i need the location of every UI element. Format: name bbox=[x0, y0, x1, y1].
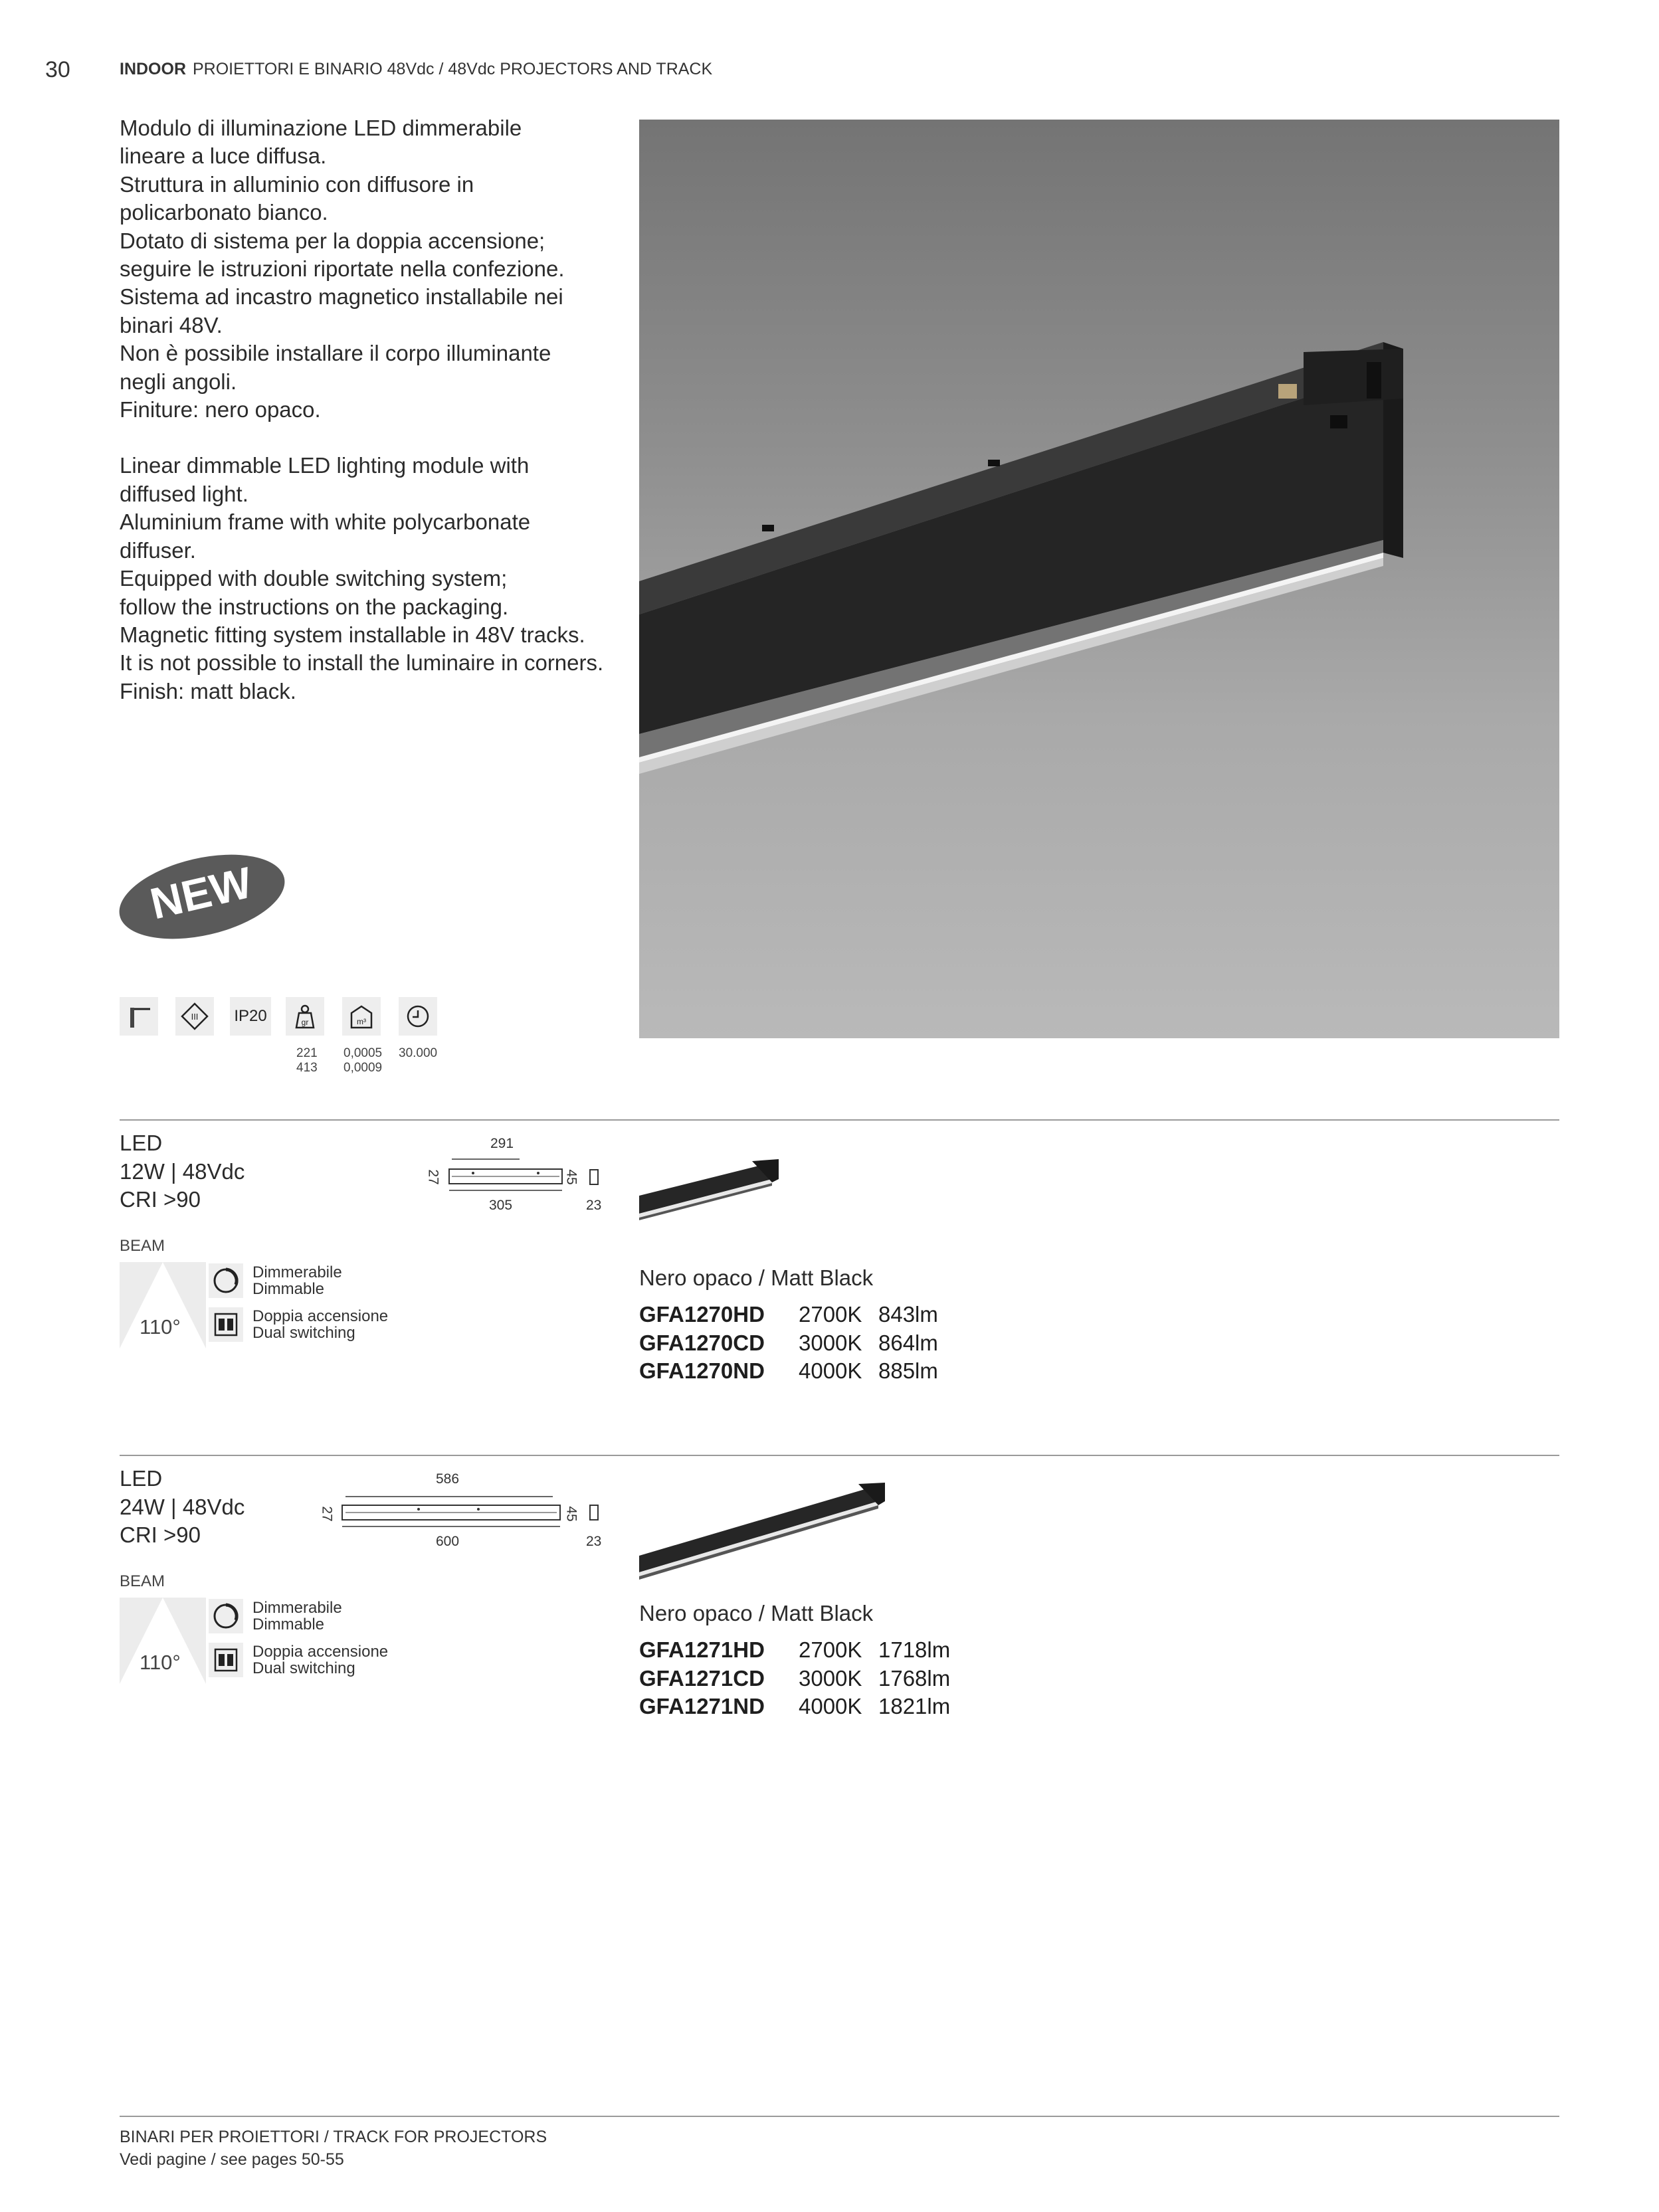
spec-line: 24W | 48Vdc bbox=[120, 1494, 245, 1519]
header-title: PROIETTORI E BINARIO 48Vdc / 48Vdc PROJECTORS AND TRACK bbox=[193, 60, 713, 78]
divider bbox=[120, 1119, 1559, 1121]
dimension-drawing bbox=[412, 1136, 611, 1222]
desc-line: policarbonato bianco. bbox=[120, 200, 328, 225]
finish-label: Nero opaco / Matt Black bbox=[639, 1265, 874, 1290]
code-row bbox=[639, 1693, 950, 1721]
desc-line: seguire le istruzioni riportate nella confezione. bbox=[120, 256, 565, 282]
feature-label: Doppia accensione bbox=[252, 1307, 389, 1325]
spec-line: CRI >90 bbox=[120, 1522, 201, 1547]
product-code: GFA1270HD bbox=[639, 1302, 765, 1327]
new-badge-label: NEW bbox=[146, 857, 256, 929]
desc-line: binari 48V. bbox=[120, 312, 223, 337]
svg-text:III: III bbox=[191, 1012, 199, 1022]
desc-line: It is not possible to install the luminaire in corners. bbox=[120, 650, 604, 676]
feature-dimmable bbox=[252, 1600, 342, 1633]
ip20-icon bbox=[230, 997, 271, 1036]
description-english bbox=[120, 452, 611, 705]
desc-line: Non è possibile installare il corpo illuminante bbox=[120, 341, 551, 366]
spec-line: CRI >90 bbox=[120, 1187, 201, 1212]
feature-label: Dimmerabile bbox=[252, 1263, 342, 1281]
desc-line: Aluminium frame with white polycarbonate bbox=[120, 509, 531, 535]
code-row bbox=[639, 1301, 938, 1329]
desc-line: lineare a luce diffusa. bbox=[120, 143, 327, 169]
lumens: 1768lm bbox=[878, 1665, 951, 1691]
dim-total-length: 305 bbox=[489, 1198, 513, 1213]
product-spec bbox=[120, 1129, 244, 1214]
spec-line: LED bbox=[120, 1466, 163, 1491]
beam-label: BEAM bbox=[120, 1572, 165, 1590]
cct: 2700K bbox=[799, 1637, 862, 1662]
spec-line: 12W | 48Vdc bbox=[120, 1158, 245, 1184]
product-description bbox=[120, 114, 611, 705]
beam-diagram bbox=[120, 1262, 206, 1348]
section-label: INDOOR bbox=[120, 60, 186, 78]
cct: 3000K bbox=[799, 1330, 862, 1355]
desc-line: diffused light. bbox=[120, 481, 248, 506]
footer bbox=[120, 2126, 547, 2171]
code-row bbox=[639, 1636, 950, 1665]
description-italian bbox=[120, 114, 611, 424]
lumens: 1821lm bbox=[878, 1694, 951, 1718]
desc-line: diffuser. bbox=[120, 537, 196, 563]
code-row bbox=[639, 1329, 938, 1358]
desc-line: Equipped with double switching system; bbox=[120, 566, 508, 591]
lumens: 843lm bbox=[878, 1302, 938, 1327]
dim-height-left: 27 bbox=[425, 1169, 441, 1185]
dim-depth: 23 bbox=[586, 1534, 602, 1549]
product-code: GFA1271ND bbox=[639, 1694, 765, 1718]
product-code: GFA1271CD bbox=[639, 1665, 765, 1691]
svg-text:m³: m³ bbox=[357, 1017, 366, 1026]
weight-icon bbox=[286, 997, 324, 1036]
dim-inner-length: 291 bbox=[490, 1136, 514, 1151]
lumens: 1718lm bbox=[878, 1637, 951, 1662]
beam-angle: 110° bbox=[140, 1315, 181, 1338]
finish-label: Nero opaco / Matt Black bbox=[639, 1601, 874, 1625]
volume-icon bbox=[342, 997, 381, 1036]
beam-diagram bbox=[120, 1598, 206, 1684]
product-code: GFA1271HD bbox=[639, 1637, 765, 1662]
product-thumbnail bbox=[639, 1483, 885, 1589]
desc-line: Finish: matt black. bbox=[120, 678, 296, 703]
lifetime-value: 30.000 bbox=[399, 1046, 438, 1060]
footer-title: BINARI PER PROIETTORI / TRACK FOR PROJECTORS bbox=[120, 2128, 547, 2146]
ip-rating: IP20 bbox=[234, 1007, 267, 1025]
new-badge bbox=[116, 854, 288, 940]
feature-label: Dual switching bbox=[252, 1659, 355, 1677]
page-header bbox=[120, 60, 712, 79]
divider bbox=[120, 1455, 1559, 1456]
cct: 4000K bbox=[799, 1694, 862, 1718]
desc-line: Linear dimmable LED lighting module with bbox=[120, 453, 530, 478]
feature-label: Doppia accensione bbox=[252, 1643, 389, 1661]
beam-label: BEAM bbox=[120, 1237, 165, 1255]
spec-line: LED bbox=[120, 1131, 163, 1155]
track-mount-icon bbox=[120, 997, 158, 1036]
beam-angle: 110° bbox=[140, 1651, 181, 1674]
product-codes bbox=[639, 1301, 938, 1386]
feature-dimmable bbox=[252, 1264, 342, 1297]
volume-value: 0,0005 bbox=[343, 1046, 383, 1060]
weight-value: 221 bbox=[296, 1046, 318, 1060]
class-iii-icon bbox=[175, 997, 214, 1036]
desc-line: Struttura in alluminio con diffusore in bbox=[120, 171, 474, 197]
page-number: 30 bbox=[45, 57, 70, 82]
dim-height-right: 45 bbox=[563, 1506, 579, 1522]
product-codes bbox=[639, 1636, 950, 1721]
desc-line: Finiture: nero opaco. bbox=[120, 397, 321, 422]
feature-label: Dimmable bbox=[252, 1280, 325, 1298]
cct: 2700K bbox=[799, 1302, 862, 1327]
dimension-drawing bbox=[312, 1471, 611, 1558]
desc-line: negli angoli. bbox=[120, 369, 237, 394]
lifetime-icon bbox=[399, 997, 437, 1036]
weight-values bbox=[296, 1046, 318, 1075]
product-spec bbox=[120, 1465, 244, 1550]
dual-switching-icon bbox=[209, 1643, 243, 1677]
cct: 3000K bbox=[799, 1665, 862, 1691]
desc-line: Modulo di illuminazione LED dimmerabile bbox=[120, 116, 522, 140]
dim-total-length: 600 bbox=[436, 1534, 460, 1549]
product-code: GFA1270CD bbox=[639, 1330, 765, 1355]
desc-line: Sistema ad incastro magnetico installabile nei bbox=[120, 284, 563, 310]
feature-dual-switching bbox=[252, 1308, 388, 1341]
footer-pages-link[interactable]: Vedi pagine / see pages 50-55 bbox=[120, 2150, 344, 2169]
code-row bbox=[639, 1357, 938, 1386]
dim-inner-length: 586 bbox=[436, 1471, 460, 1487]
product-thumbnail bbox=[639, 1159, 779, 1226]
desc-line: Dotato di sistema per la doppia accensione; bbox=[120, 228, 545, 253]
dual-switching-icon bbox=[209, 1307, 243, 1342]
luminaire-illustration bbox=[639, 120, 1559, 1038]
feature-dual-switching bbox=[252, 1643, 388, 1677]
lumens: 864lm bbox=[878, 1330, 938, 1355]
weight-value: 413 bbox=[296, 1061, 318, 1075]
divider bbox=[120, 2116, 1559, 2117]
feature-label: Dimmable bbox=[252, 1615, 325, 1633]
desc-line: Magnetic fitting system installable in 48V tracks. bbox=[120, 622, 585, 647]
product-code: GFA1270ND bbox=[639, 1358, 765, 1383]
dimmable-icon bbox=[209, 1599, 243, 1633]
volume-value: 0,0009 bbox=[343, 1061, 383, 1075]
desc-line: follow the instructions on the packaging. bbox=[120, 594, 509, 619]
feature-label: Dual switching bbox=[252, 1324, 355, 1342]
feature-label: Dimmerabile bbox=[252, 1599, 342, 1617]
dimmable-icon bbox=[209, 1263, 243, 1298]
product-photo bbox=[639, 120, 1559, 1038]
dim-depth: 23 bbox=[586, 1198, 602, 1213]
volume-values bbox=[343, 1046, 382, 1075]
cct: 4000K bbox=[799, 1358, 862, 1383]
svg-text:gr: gr bbox=[301, 1018, 309, 1027]
lumens: 885lm bbox=[878, 1358, 938, 1383]
dim-height-right: 45 bbox=[563, 1169, 579, 1185]
code-row bbox=[639, 1665, 950, 1693]
dim-height-left: 27 bbox=[319, 1506, 335, 1522]
